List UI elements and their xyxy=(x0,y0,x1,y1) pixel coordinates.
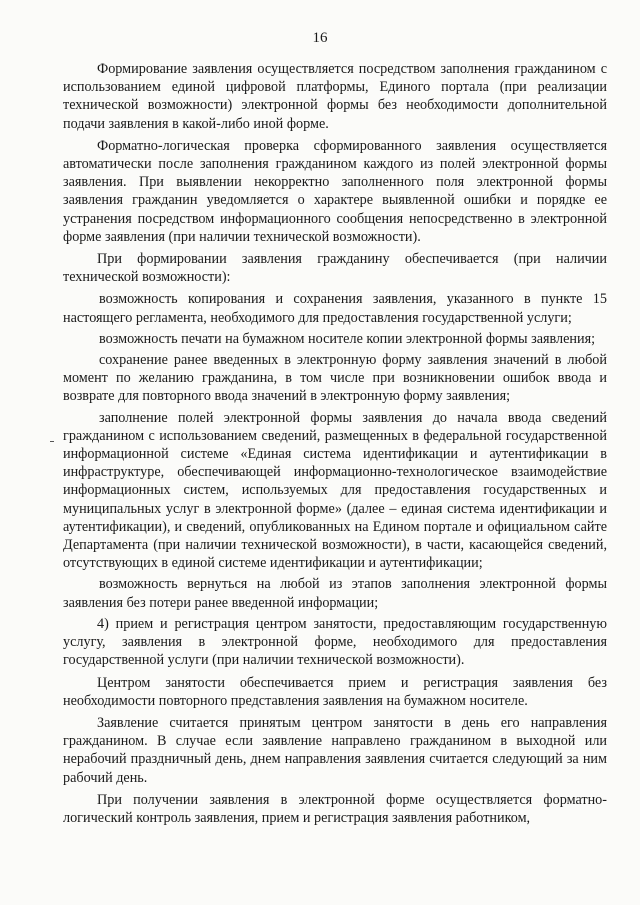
list-item: возможность печати на бумажном носителе копии электронной формы заявления; xyxy=(99,330,596,347)
paragraph: 4) прием и регистрация центром занятости, предоставляющим государственную услугу, заявления в электронной форме, необходимого для предоставления государственной услуги (при наличии технической возможности). xyxy=(63,615,607,669)
paragraph: При формировании заявления гражданину обеспечивается (при наличии технической возможности): xyxy=(63,251,607,286)
paragraph: Формирование заявления осуществляется посредством заполнения гражданином с использованием единой цифровой платформы, Единого портала (при реализации технической возможности) электронной формы без необходимости дополнительной подачи заявления в какой-либо иной форме. xyxy=(63,61,607,132)
list-item: возможность вернуться на любой из этапов заполнения электронной формы заявления без потери ранее введенной информации; xyxy=(63,576,607,611)
list-item: сохранение ранее введенных в электронную форму заявления значений в любой момент по желанию гражданина, в том числе при возникновении ошибок ввода и возврате для повторного ввода значений в электронную форму заявления; xyxy=(63,352,607,405)
list-item: заполнение полей электронной формы заявления до начала ввода сведений гражданином с использованием сведений, размещенных в федеральной государственной информационной системе «Единая система идентификации и аутентификации в инфраструктуре, обеспечивающей информационно-технологическое взаимодействие информационных систем, используемых для предоставления государственных и муниципальных услуг в электронной форме» (далее – единая система идентификации и аутентификации), и сведений, опубликованных на Едином портале и официальном сайте Департамента (при наличии технической возможности), в части, касающейся сведений, отсутствующих в единой системе идентификации и аутентификации; xyxy=(63,409,607,572)
list-item: возможность копирования и сохранения заявления, указанного в пункте 15 настоящего регламента, необходимого для предоставления государственной услуги; xyxy=(63,291,607,326)
margin-mark xyxy=(50,441,54,442)
paragraph: Форматно-логическая проверка сформированного заявления осуществляется автоматически после заполнения гражданином каждого из полей электронной формы заявления. При выявлении некорректно заполненного поля электронной формы заявления гражданин уведомляется о характере выявленной ошибки и порядке ее устранения посредством информационного сообщения непосредственно в электронной форме заявления (при наличии технической возможности). xyxy=(63,137,607,245)
document-body xyxy=(63,60,607,831)
paragraph: При получении заявления в электронной форме осуществляется форматно-логический контроль заявления, прием и регистрация заявления работником, xyxy=(63,791,607,826)
paragraph: Центром занятости обеспечивается прием и регистрация заявления без необходимости повторного представления заявления на бумажном носителе. xyxy=(63,674,607,709)
paragraph: Заявление считается принятым центром занятости в день его направления гражданином. В случае если заявление направлено гражданином в выходной или нерабочий праздничный день, днем направления заявления считается следующий за ним рабочий день. xyxy=(63,714,607,786)
page-number: 16 xyxy=(312,30,328,46)
